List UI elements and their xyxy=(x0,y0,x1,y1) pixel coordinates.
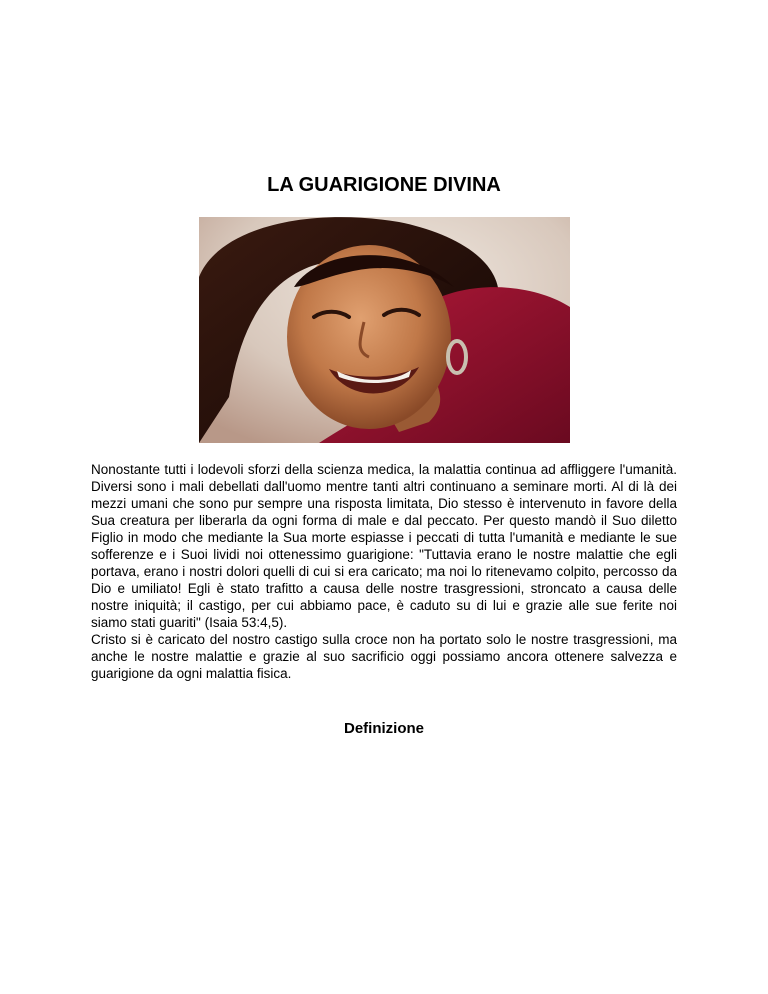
page-title: LA GUARIGIONE DIVINA xyxy=(267,174,501,196)
photo-smiling-girl xyxy=(199,217,570,443)
section-heading-definizione: Definizione xyxy=(343,720,424,737)
paragraph-christ: Cristo si è caricato del nostro castigo sulla croce non ha portato solo le nostre trasgressioni, ma anche le nostre malattie e grazie al suo sacrificio oggi possiamo ancora ottenere salvezza e guarigione da ogni malattia fisica. xyxy=(91,632,677,681)
paragraph-intro: Nonostante tutti i lodevoli sforzi della scienza medica, la malattia continua ad affliggere l'umanità. Diversi sono i mali debellati dall'uomo mentre tanti altri continuano a seminare morti. Al di là dei mezzi umani che sono pur sempre una risposta limitata, Dio stesso è intervenuto in favore della Sua creatura per liberarla da ogni forma di male e dal peccato. Per questo mandò il Suo diletto Figlio in modo che mediante la Sua morte espiasse i peccati di tutta l'umanità e mediante le sue sofferenze e i Suoi lividi noi ottenessimo guarigione: "Tuttavia erano le nostre malattie che egli portava, erano i nostri dolori quelli di cui si era caricato; ma noi lo ritenevamo colpito, percosso da Dio e umiliato! Egli è stato trafitto a causa delle nostre trasgressioni, stroncato a causa delle nostre iniquità; il castigo, per cui abbiamo pace, è caduto su di lui e grazie alle sue ferite noi siamo stati guariti" (Isaia 53:4,5). xyxy=(91,462,677,630)
body-text xyxy=(91,461,677,682)
